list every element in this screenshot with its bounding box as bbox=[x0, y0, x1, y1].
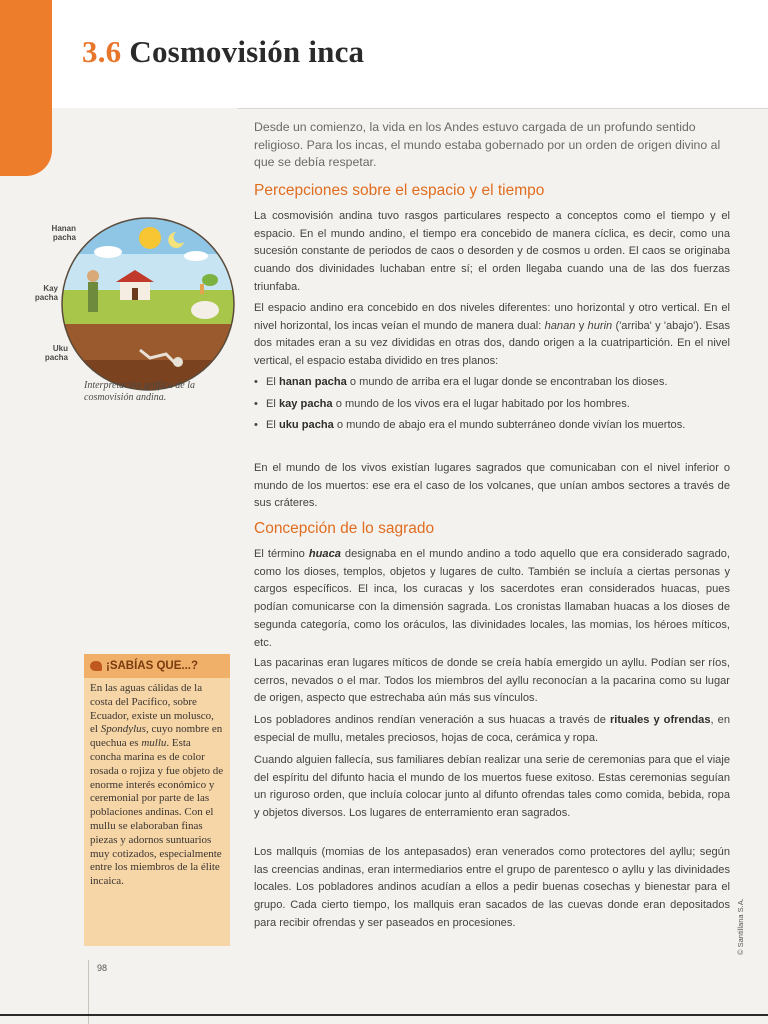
label-hanan-pacha bbox=[32, 224, 76, 242]
vertical-planes-list bbox=[254, 374, 730, 435]
did-you-know-text bbox=[84, 678, 230, 889]
label-uku-line1: Uku bbox=[52, 344, 68, 353]
speech-bubble-icon bbox=[90, 661, 102, 671]
section-heading-sacred: Concepción de lo sagrado bbox=[254, 520, 435, 537]
page-bottom-edge bbox=[0, 1014, 768, 1016]
sidebar-mullu: mullu bbox=[141, 737, 167, 750]
term-hanan-pacha: hanan pacha bbox=[278, 376, 347, 388]
bullet-text: o mundo de arriba era el lugar donde se encontraban los dioses. bbox=[346, 376, 668, 388]
bullet-text: o mundo de los vivos era el lugar habitado por los hombres. bbox=[332, 397, 630, 410]
paragraph-mallquis: Los mallquis (momias de los antepasados) eran venerados como protectores del ayllu; según las creencias andinas, eran intermediarios entre el grupo de parentesco o ayllu y las divinidades locales. Los pobladores andinos acudían a ellos a pedir buenas cosechas y bienestar para el grupo. Cada cierto tiempo, los mallquis eran sacados de las cuevas donde eran depositados para recibir ofrendas y ser paseados en procesiones. bbox=[254, 846, 730, 929]
paragraph-pacarinas: Las pacarinas eran lugares míticos de donde se creía había emergido un ayllu. Podían ser ríos, cerros, nevados o el mar. Todos los miembros del ayllu reconocían a la pacarina como su lugar de origen, aspecto que estrechaba aún más sus vínculos. bbox=[254, 657, 730, 705]
bullet-pre: El bbox=[266, 397, 279, 410]
page-title bbox=[82, 34, 364, 70]
intro-paragraph: Desde un comienzo, la vida en los Andes estuvo cargada de un profundo sentido religioso. Para los incas, el mundo estaba gobernado por un orden de origen divino al que se debía respetar. bbox=[254, 120, 721, 170]
section-number: 3.6 bbox=[82, 34, 122, 69]
sidebar-text-e: . Esta concha marina es de color rosada o rojiza y fue objeto de enorme interés económico y ceremonial por parte de las poblaciones andinas. Con el mullu se elaboraban finas piezas y adornos suntuarios muy cotizados, especialmente entre los miembros de la élite incaica. bbox=[90, 737, 224, 888]
section-title: Cosmovisión inca bbox=[129, 34, 365, 69]
label-uku-pacha bbox=[24, 344, 68, 362]
illustration-caption: Interpretación gráfica de la cosmovisión andina. bbox=[84, 380, 195, 403]
huaca-text-c: designaba en el mundo andino a todo aquello que era considerado sagrado, como los dioses, templos, objetos y lugares de culto. También se incluía a ciertas personas y cargos específicos. El inca, los curacas y los sacerdotes eran considerados huacas, pues podían comunicarse con la dimensión sagrada. Los cronistas llamaban huacas a los dioses de segunda categoría, como los oráculos, las divinidades locales, las momias, los héroes míticos, etc. bbox=[254, 548, 730, 649]
label-uku-line2: pacha bbox=[44, 353, 68, 362]
rituals-text-a: Los pobladores andinos rendían veneración a sus huacas a través de bbox=[254, 714, 610, 726]
term-hurin: hurin bbox=[587, 319, 613, 332]
did-you-know-title: ¡SABÍAS QUE...? bbox=[106, 660, 199, 672]
term-rituales: rituales y ofrendas bbox=[609, 714, 711, 726]
page-number: 98 bbox=[97, 963, 108, 973]
rituals-text-c: , en especial de mullu, metales preciosos, hojas de coca, cerámica y ropa. bbox=[254, 714, 730, 744]
paragraph-huaca bbox=[254, 546, 730, 652]
copyright-notice: © Santillana S.A. bbox=[736, 898, 745, 955]
huaca-text-a: El término bbox=[254, 548, 309, 560]
paragraph-rituals bbox=[254, 712, 730, 747]
label-kay-line1: Kay bbox=[43, 284, 58, 293]
bullet-pre: El bbox=[266, 376, 279, 388]
space-text-a: El espacio andino era concebido en dos niveles diferentes: uno horizontal y otro vertical. En el nivel horizontal, los incas veían el mundo de manera dual: bbox=[254, 302, 730, 332]
bullet-text: o mundo de abajo era el mundo subterráneo donde vivían los muertos. bbox=[333, 419, 686, 432]
term-kay-pacha: kay pacha bbox=[278, 397, 333, 410]
space-text-e: ('arriba' y 'abajo'). Esas dos mitades eran a su vez divididas en otras dos, dando origen a la cuatripartición. En el nivel vertical, el espacio estaba dividido en tres planos: bbox=[254, 319, 730, 368]
term-huaca: huaca bbox=[308, 548, 341, 560]
did-you-know-box bbox=[84, 654, 230, 946]
list-item bbox=[254, 374, 730, 392]
sidebar-spondylus: Spondylus bbox=[100, 723, 146, 736]
bullet-pre: El bbox=[266, 419, 279, 432]
paragraph-space bbox=[254, 300, 730, 371]
list-item bbox=[254, 417, 730, 435]
section-heading-space-time: Percepciones sobre el espacio y el tiempo bbox=[254, 182, 545, 199]
list-item bbox=[254, 396, 730, 414]
paragraph-volcanoes: En el mundo de los vivos existían lugares sagrados que comunicaban con el nivel inferior o mundo de los muertos: ese era el caso de los volcanes, que unían ambos sectores a través de sus cráteres. bbox=[254, 462, 730, 510]
paragraph-funerals: Cuando alguien fallecía, sus familiares debían realizar una serie de ceremonias para que el viaje del espíritu del difunto hacia el mundo de los muertos fuese exitoso. Estas ceremonias seguían un riguroso orden, que incluía colocar junto al difunto ofrendas tales como comida, bebida, ropa y objetos diversos. Los lugares de enterramiento eran sagrados. bbox=[254, 754, 730, 820]
label-kay-pacha bbox=[14, 284, 58, 302]
space-text-c: y bbox=[575, 319, 588, 332]
sidebar-text-c: , cuyo nombre en quechua es bbox=[90, 723, 223, 750]
paragraph-time: La cosmovisión andina tuvo rasgos particulares respecto a conceptos como el tiempo y el espacio. En el mundo andino, el tiempo era concebido de manera cíclica, es decir, como una sucesión constante de periodos de caos o desorden y de cosmos u orden. El caos se originaba cuando dos divinidades luchaban entre sí; el orden llegaba cuando una de las dos fuerzas triunfaba. bbox=[254, 210, 730, 293]
did-you-know-header bbox=[84, 654, 230, 678]
header-divider bbox=[238, 108, 768, 109]
label-hanan-line2: pacha bbox=[52, 233, 76, 242]
label-kay-line2: pacha bbox=[34, 293, 58, 302]
term-uku-pacha: uku pacha bbox=[278, 419, 334, 432]
sidebar-text-a: En las aguas cálidas de la costa del Pacífico, sobre Ecuador, existe un molusco, el bbox=[90, 682, 214, 736]
label-hanan-line1: Hanan bbox=[51, 224, 76, 233]
term-hanan: hanan bbox=[544, 319, 576, 332]
chapter-tab bbox=[0, 0, 52, 176]
